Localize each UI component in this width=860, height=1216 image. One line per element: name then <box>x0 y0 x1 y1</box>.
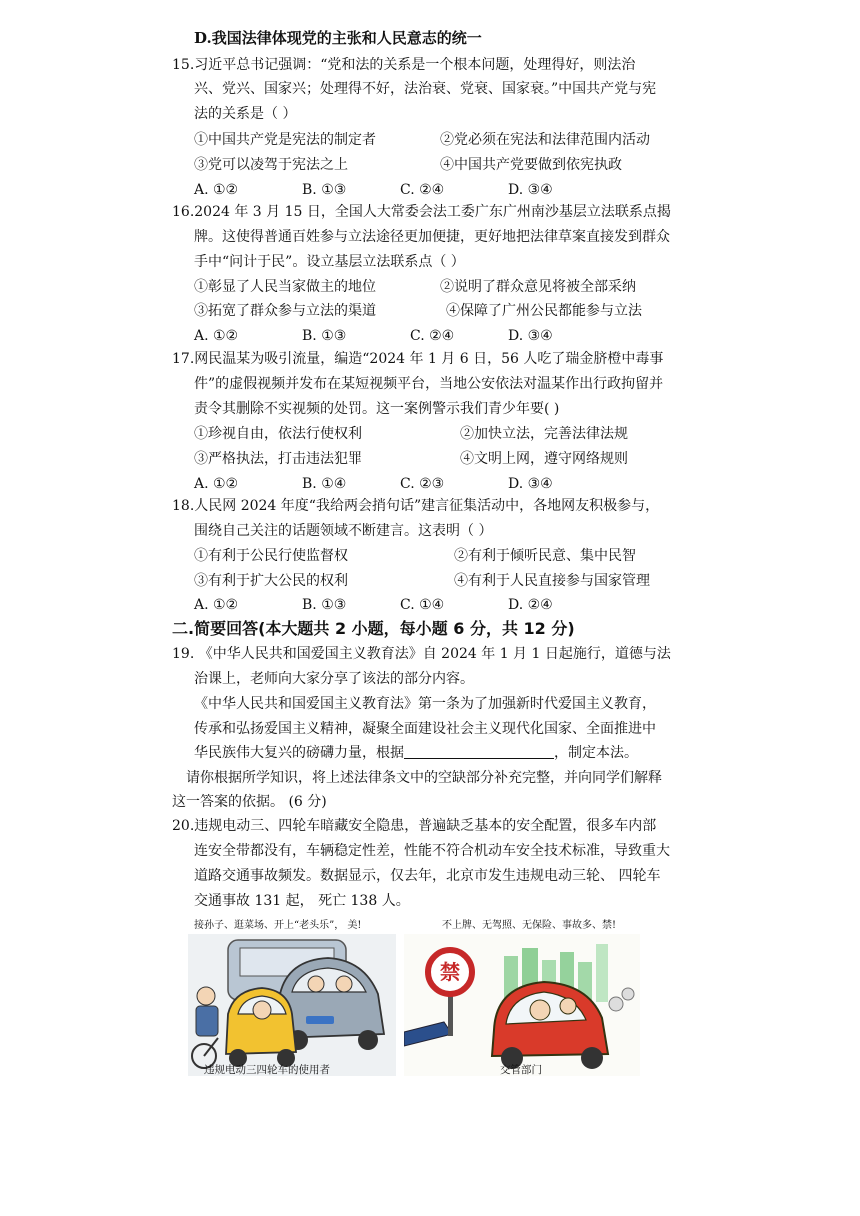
ban-sign-text: 禁 <box>440 960 460 984</box>
q15-statement-2: ②党必须在宪法和法律范围内活动 <box>440 132 650 148</box>
q17-statement-2: ②加快立法，完善法律法规 <box>460 426 628 442</box>
q16-line3: 手中“问计于民”。设立基层立法联系点（ ） <box>194 254 465 270</box>
q16-line1: 16.2024 年 3 月 15 日，全国人大常委会法工委广东广州南沙基层立法联系点揭 <box>172 204 671 220</box>
q19-line6: 请你根据所学知识，将上述法律条文中的空缺部分补充完整，并向同学们解释 <box>186 770 662 786</box>
q15-statement-1: ①中国共产党是宪法的制定者 <box>194 132 376 148</box>
q15-line3: 法的关系是（ ） <box>194 106 297 122</box>
q16-statement-2: ②说明了群众意见将被全部采纳 <box>440 279 636 295</box>
q18-statement-1: ①有利于公民行使监督权 <box>194 548 348 564</box>
q17-statement-4: ④文明上网，遵守网络规则 <box>460 451 628 467</box>
cartoon-left-illustration <box>188 934 396 1076</box>
q20-line1: 20.违规电动三、四轮车暗藏安全隐患，普遍缺乏基本的安全配置，很多车内部 <box>172 818 657 834</box>
cartoon-left-image <box>188 934 396 1076</box>
q15-statement-4: ④中国共产党要做到依宪执政 <box>440 157 622 173</box>
q15-option-d: D. ③④ <box>508 182 553 198</box>
q18-option-d: D. ②④ <box>508 597 553 613</box>
cartoon-right-image <box>404 934 640 1076</box>
q17-line2: 件”的虚假视频并发布在某短视频平台，当地公安依法对温某作出行政拘留并 <box>194 376 664 392</box>
q19-line7: 这一答案的依据。 (6 分) <box>172 794 327 810</box>
q19-line5-text-a: 华民族伟大复兴的磅礴力量，根据 <box>194 745 404 761</box>
q20-line4: 交通事故 131 起， 死亡 138 人。 <box>194 893 410 909</box>
q19-line1: 19. 《中华人民共和国爱国主义教育法》自 2024 年 1 月 1 日起施行，道德与法 <box>172 646 671 662</box>
q15-option-a: A. ①② <box>194 182 239 198</box>
q17-option-c: C. ②③ <box>400 476 445 492</box>
cartoon-right-caption-top: 不上牌、无驾照、无保险、事故多、禁! <box>442 920 617 931</box>
q19-line5 <box>194 743 638 763</box>
q18-option-b: B. ①③ <box>302 597 347 613</box>
q19-line3: 《中华人民共和国爱国主义教育法》第一条为了加强新时代爱国主义教育， <box>194 696 656 712</box>
q17-statement-1: ①珍视自由，依法行使权利 <box>194 426 362 442</box>
q18-line1: 18.人民网 2024 年度“我给两会捎句话”建言征集活动中，各地网友积极参与， <box>172 498 660 514</box>
q17-statement-3: ③严格执法，打击违法犯罪 <box>194 451 362 467</box>
q19-line2: 治课上，老师向大家分享了该法的部分内容。 <box>194 671 474 687</box>
q18-statement-2: ②有利于倾听民意、集中民智 <box>454 548 636 564</box>
q15-option-b: B. ①③ <box>302 182 347 198</box>
q15-line1: 15.习近平总书记强调：“党和法的关系是一个根本问题，处理得好，则法治 <box>172 57 636 73</box>
cartoon-right-caption-bottom: 交管部门 <box>500 1064 542 1076</box>
q16-line2: 牌。这使得普通百姓参与立法途径更加便捷，更好地把法律草案直接发到群众 <box>194 229 670 245</box>
q15-statement-3: ③党可以凌驾于宪法之上 <box>194 157 348 173</box>
cartoon-left-caption-top: 接孙子、逛菜场、开上“老头乐”， 美! <box>194 920 362 931</box>
q17-option-d: D. ③④ <box>508 476 553 492</box>
q18-statement-3: ③有利于扩大公民的权利 <box>194 573 348 589</box>
q17-option-a: A. ①② <box>194 476 239 492</box>
q17-line1: 17.网民温某为吸引流量，编造“2024 年 1 月 6 日，56 人吃了瑞金脐橙中毒事 <box>172 351 664 367</box>
q16-statement-1: ①彰显了人民当家做主的地位 <box>194 279 376 295</box>
cartoon-left-caption-bottom: 违规电动三四轮车的使用者 <box>204 1064 330 1076</box>
q18-option-c: C. ①④ <box>400 597 445 613</box>
q16-option-c: C. ②④ <box>410 328 455 344</box>
q17-option-b: B. ①④ <box>302 476 347 492</box>
q16-option-b: B. ①③ <box>302 328 347 344</box>
q19-line4: 传承和弘扬爱国主义精神，凝聚全面建设社会主义现代化国家、全面推进中 <box>194 721 656 737</box>
q16-option-a: A. ①② <box>194 328 239 344</box>
q18-option-a: A. ①② <box>194 597 239 613</box>
q18-line2: 围绕自己关注的话题领域不断建言。这表明（ ） <box>194 523 493 539</box>
q17-line3: 责令其删除不实视频的处罚。这一案例警示我们青少年要( ) <box>194 401 560 417</box>
q14-option-d: D.我国法律体现党的主张和人民意志的统一 <box>194 29 482 47</box>
section-2-title: 二.简要回答(本大题共 2 小题，每小题 6 分，共 12 分) <box>172 619 575 638</box>
cartoon-right-illustration <box>404 934 640 1076</box>
q16-option-d: D. ③④ <box>508 328 553 344</box>
q19-line5-text-b: ，制定本法。 <box>554 745 638 761</box>
q18-statement-4: ④有利于人民直接参与国家管理 <box>454 573 650 589</box>
answer-blank[interactable] <box>404 744 554 759</box>
q16-statement-3: ③拓宽了群众参与立法的渠道 <box>194 303 376 319</box>
q16-statement-4: ④保障了广州公民都能参与立法 <box>446 303 642 319</box>
q15-line2: 兴、党兴、国家兴；处理得不好，法治衰、党衰、国家衰。”中国共产党与宪 <box>194 81 657 97</box>
q20-line2: 连安全带都没有，车辆稳定性差，性能不符合机动车安全技术标准，导致重大 <box>194 843 670 859</box>
q20-line3: 道路交通事故频发。数据显示，仅去年，北京市发生违规电动三轮、 四轮车 <box>194 868 661 884</box>
q15-option-c: C. ②④ <box>400 182 445 198</box>
